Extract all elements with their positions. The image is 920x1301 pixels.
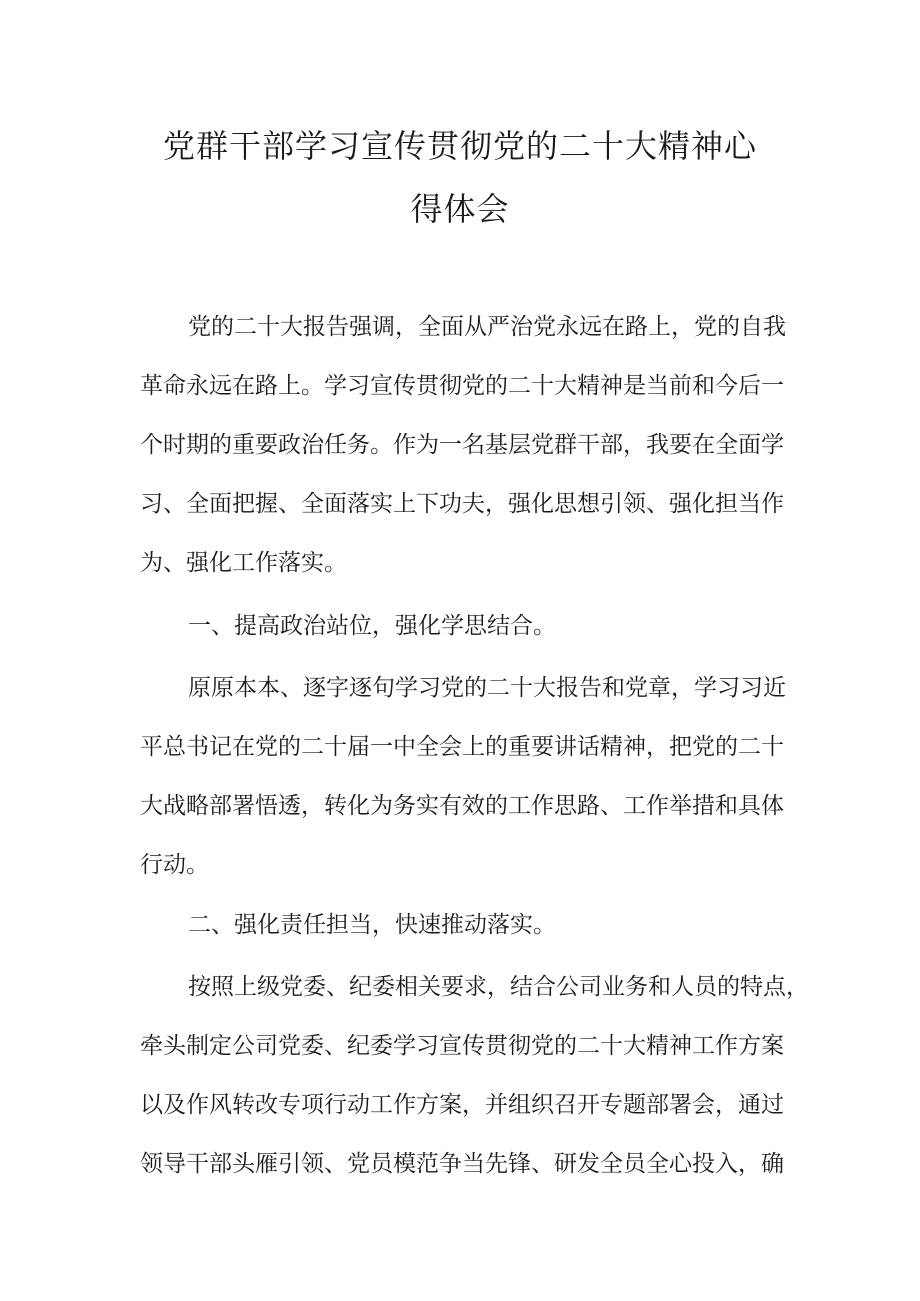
paragraph-1-line-1: 党的二十大报告强调，全面从严治党永远在路上，党的自我 [188, 314, 786, 340]
paragraph-2-line-3: 大战略部署悟透，转化为务实有效的工作思路、工作举措和具体 [140, 793, 784, 819]
paragraph-1-line-4: 习、全面把握、全面落实上下功夫，强化思想引领、强化担当作 [140, 491, 784, 517]
paragraph-2-line-4: 行动。 [140, 852, 209, 878]
paragraph-3-line-1: 按照上级党委、纪委相关要求，结合公司业务和人员的特点， [188, 974, 809, 1000]
paragraph-3-line-2: 牵头制定公司党委、纪委学习宣传贯彻党的二十大精神工作方案 [140, 1033, 784, 1059]
paragraph-1-line-5: 为、强化工作落实。 [140, 550, 347, 576]
paragraph-3-line-4: 领导干部头雁引领、党员模范争当先锋、研发全员全心投入，确 [140, 1151, 784, 1177]
paragraph-2-line-2: 平总书记在党的二十届一中全会上的重要讲话精神，把党的二十 [140, 734, 784, 760]
paragraph-2-line-1: 原原本本、逐字逐句学习党的二十大报告和党章，学习习近 [188, 675, 786, 701]
document-title-line-2: 得体会 [410, 190, 510, 228]
document-title-line-1: 党群干部学习宣传贯彻党的二十大精神心 [162, 127, 757, 165]
section-heading-2: 二、强化责任担当，快速推动落实。 [188, 912, 556, 938]
section-heading-1: 一、提高政治站位，强化学思结合。 [188, 613, 556, 639]
paragraph-1-line-2: 革命永远在路上。学习宣传贯彻党的二十大精神是当前和今后一 [140, 373, 784, 399]
paragraph-1-line-3: 个时期的重要政治任务。作为一名基层党群干部，我要在全面学 [140, 432, 784, 458]
paragraph-3-line-3: 以及作风转改专项行动工作方案，并组织召开专题部署会，通过 [140, 1092, 784, 1118]
